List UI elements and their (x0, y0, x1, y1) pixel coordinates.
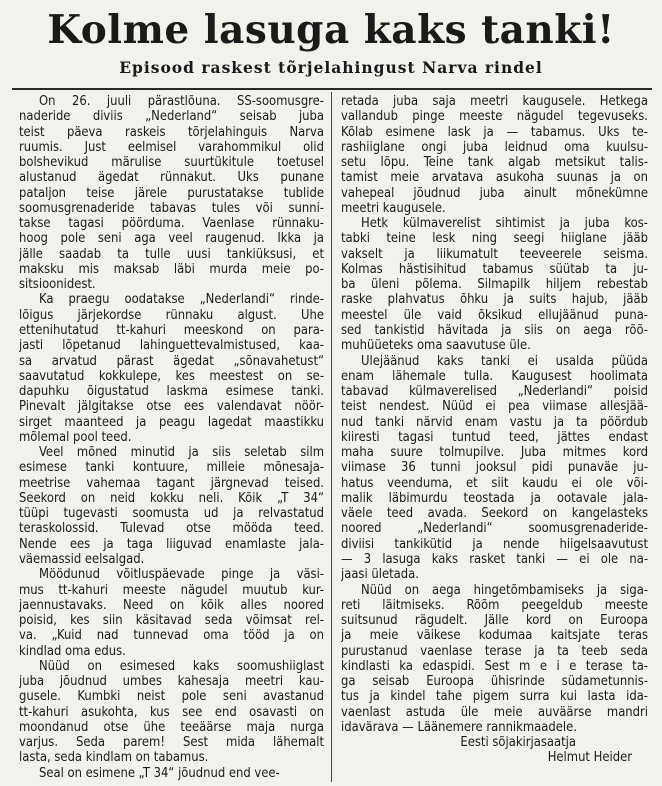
text-line: noored „Nederlandi“ soomusgrenaderide- (341, 521, 648, 537)
text-line: väemassid eelsalgad. (19, 551, 145, 567)
text-line: alustanud ägedat rünnakut. Üks punane (19, 170, 324, 186)
text-line: setu lõpu. Teine tank algab metsikut talis- (341, 155, 648, 171)
text-line: vallandub pinge meeste nägudel tegevuseks. (341, 109, 648, 125)
text-line: sirget maanteed ja peagu lagedat maastikku (19, 414, 324, 430)
signature-name: Helmut Heider (547, 750, 632, 766)
text-line: takse tagasi pöörduma. Vaenlase rünnaku- (19, 216, 324, 232)
text-line: hatus veenduma, et siit kaudu ei ole või- (341, 475, 648, 491)
text-line: Ka praegu oodatakse „Nederlandi“ rinde- (39, 292, 324, 308)
text-line: nud tanki närvid enam vastu ja ta pöördub (341, 414, 648, 430)
column-divider (331, 92, 332, 782)
text-line: purustanud vaenlase terase ja ta teeb seda (341, 643, 648, 659)
text-line: diviisi tankikütid ja nende hiigelsaavutust (341, 536, 648, 552)
text-line: gusele. Kumbki neist pole seni avastanud (19, 689, 324, 705)
text-line: retada juba saja meetri kaugusele. Hetkega (341, 94, 648, 109)
text-line: Hetk külmaverelist sihtimist ja juba kos- (361, 216, 648, 232)
text-line: tüüpi tugevasti soomusta ud ja relvastatud (19, 506, 324, 522)
text-line: rashiiglane ongi juba leidnud oma kuulsu- (341, 139, 648, 155)
text-line: teist päeva raskeis tõrjelahinguis Narva (19, 124, 324, 140)
text-line: Pinevalt jälgitakse otse ees valendavat nöör- (19, 399, 324, 415)
text-line: vahepeal jõudnud juba ainult mõnekümne (341, 185, 648, 201)
text-line: jaennustavaks. Need on kõik alles noored (19, 597, 324, 613)
text-line: sa arvatud pärast ägedat „sõnavahetust“ (19, 353, 324, 369)
text-line: ruumis. Just eelmisel varahommikul olid (19, 139, 324, 155)
text-line: meestel üle vaid õksikud ellujäänud puna- (341, 307, 648, 323)
left-column (19, 94, 324, 781)
text-line: suitsunud rägudelt. Jälle kord on Euroopa (341, 613, 648, 629)
text-line: Nende ees ja taga liiguvad enamlaste jala- (19, 536, 324, 552)
text-line: sed tankistid hävitada ja siis on aega rõõ- (341, 322, 648, 338)
text-line: reti läitmiseks. Rõõm peegeldub meeste (341, 597, 648, 613)
text-line: kiiresti tagasi tuntud teed, jättes endast (341, 429, 648, 445)
text-line: naderide diviis „Nederland“ seisab juba (19, 109, 324, 125)
text-line: malik läbimurdu teostada ja ootavale jala- (341, 490, 648, 506)
text-line: sitsioonidest. (19, 277, 96, 293)
text-line: Seal on esimene „T 34“ jõudnud end vee- (39, 765, 280, 781)
text-line: ja meie väikese kodumaa kaitsjate teras (341, 628, 648, 644)
right-column (341, 94, 648, 766)
text-line: Ülejäänud kaks tanki ei usalda püüda (361, 353, 648, 369)
text-line: maha suure tolmupilve. Juba mitmes kord (341, 445, 648, 461)
text-line: ba üleni põlema. Silmapilk hiljem rebestab (341, 277, 648, 293)
text-line: va. „Kuid nad tunnevad oma tööd ja on (19, 628, 324, 644)
text-line: mõlemal pool teed. (19, 429, 132, 445)
text-line: jaasi ületada. (341, 567, 419, 583)
text-line: meetrise vahemaa tagant järgnevad teised. (19, 475, 324, 491)
text-line: teraskolossid. Tulevad otse mööda teed. (19, 521, 324, 537)
text-line: tus ja kindel tahe pigem surra kui lasta ida- (341, 689, 648, 705)
text-line: enam lähemale tulla. Kaugusest hoolimata (341, 368, 648, 384)
text-line: tabki teine lesk ning seegi hiiglane jääb (341, 231, 648, 247)
text-line: Nüüd on esimesed kaks soomushiiglast (39, 658, 324, 674)
text-line: mus tt-kahuri meeste nägudel muutub kur- (19, 582, 324, 598)
text-line: Seekord on neid kokku neli. Kõik „T 34“ (19, 490, 324, 506)
headline: Kolme lasuga kaks tanki! (47, 7, 615, 53)
text-line: Möödunud võitluspäevade pinge ja väsi- (39, 567, 324, 583)
text-line: Kolmas hästisihitud tabamus süütab ta ju- (341, 261, 648, 277)
subtitle: Episood raskest tõrjelahingust Narva rindel (119, 58, 543, 77)
text-line: saavutatud kokkulepe, kes meestest on se- (19, 368, 324, 384)
text-line: varjus. Seda parem! Sest mida lähemalt (19, 735, 324, 751)
text-line: poisid, kes siin käsitavad seda võimsat rel- (19, 613, 324, 629)
text-line: maksku mis maksab läbi murda meie po- (19, 261, 324, 277)
text-line: vakselt ja liikumatult teeveerele seisma. (341, 246, 648, 262)
text-line: pataljon teise järele purustatakse tublide (19, 185, 324, 201)
text-line: tt-kahuri asukohta, kus see end osavasti on (19, 704, 324, 720)
text-line: juba jõudnud umbes kahesaja meetri kau- (19, 674, 324, 690)
text-line: muhüüeteks oma saavutuse üle. (341, 338, 531, 354)
top-rule (12, 88, 652, 90)
text-line: tamist meie arvatava asukoha suunas ja on (341, 170, 648, 186)
text-line: ettenihutatud tt-kahuri meeskond on para- (19, 322, 324, 338)
text-line: meetri kaugusele. (341, 200, 446, 216)
text-line: dapuhku õigustatud laskma esimese tanki. (19, 384, 324, 400)
text-line: raske plahvatus õhku ja suits hajub, jääb (341, 292, 648, 308)
text-line: lasta, seda kindlam on tabamus. (19, 750, 209, 766)
text-line: moondanud otse ühe teeäärse maja nurga (19, 719, 324, 735)
text-line: Kõlab esimene lask ja — tabamus. Üks te- (341, 124, 648, 140)
signature-role: Eesti sõjakirjasaatja (460, 735, 576, 751)
text-line: jälle saadab ta tulle uusi tankiüksusi, et (19, 246, 324, 262)
text-line: väele teed avada. Seekord on kangelasteks (341, 506, 648, 522)
text-line: teist nendest. Nüüd ei pea viimase allesjää- (341, 399, 648, 415)
text-line: — 3 lasuga kaks rasket tanki — ei ole na- (341, 551, 648, 567)
text-line: lõigus järjekordse rünnaku algust. Ühe (19, 307, 324, 323)
right-column-text (341, 94, 648, 735)
text-line: soomusgrenaderide tabavas tules või sunni- (19, 200, 324, 216)
text-line: kindlasti ka edaspidi. Sest m e i e terase ta- (341, 658, 648, 674)
text-line: hoog pole seni aga veel raugenud. Ikka ja (19, 231, 324, 247)
text-line: Nüüd on aega hingetõmbamiseks ja siga- (361, 582, 648, 598)
text-line: bolshevikud märulise suurtükitule toetusel (19, 155, 324, 171)
text-line: tabavad külmaverelised „Nederlandi“ poisid (341, 384, 648, 400)
text-line: ga seisab Euroopa ühisrinde südametunnis- (341, 674, 648, 690)
text-line: Veel mõned minutid ja siis seletab silm (39, 445, 324, 461)
text-line: On 26. juuli pärastlõuna. SS-soomusgre- (39, 94, 324, 109)
text-line: viimase 36 tunni jooksul pidi punaväe ju- (341, 460, 648, 476)
text-line: jasti lõpetanud lahinguettevalmistused, kaa- (19, 338, 324, 354)
text-line: idaväravа — Läänemere rannikmaadele. (341, 719, 577, 735)
text-line: esimese tanki kontuure, milleie mõnesaja- (19, 460, 324, 476)
text-line: kindlad oma edus. (19, 643, 126, 659)
text-line: vaenlast astuda üle meie auväärse mandri (341, 704, 648, 720)
